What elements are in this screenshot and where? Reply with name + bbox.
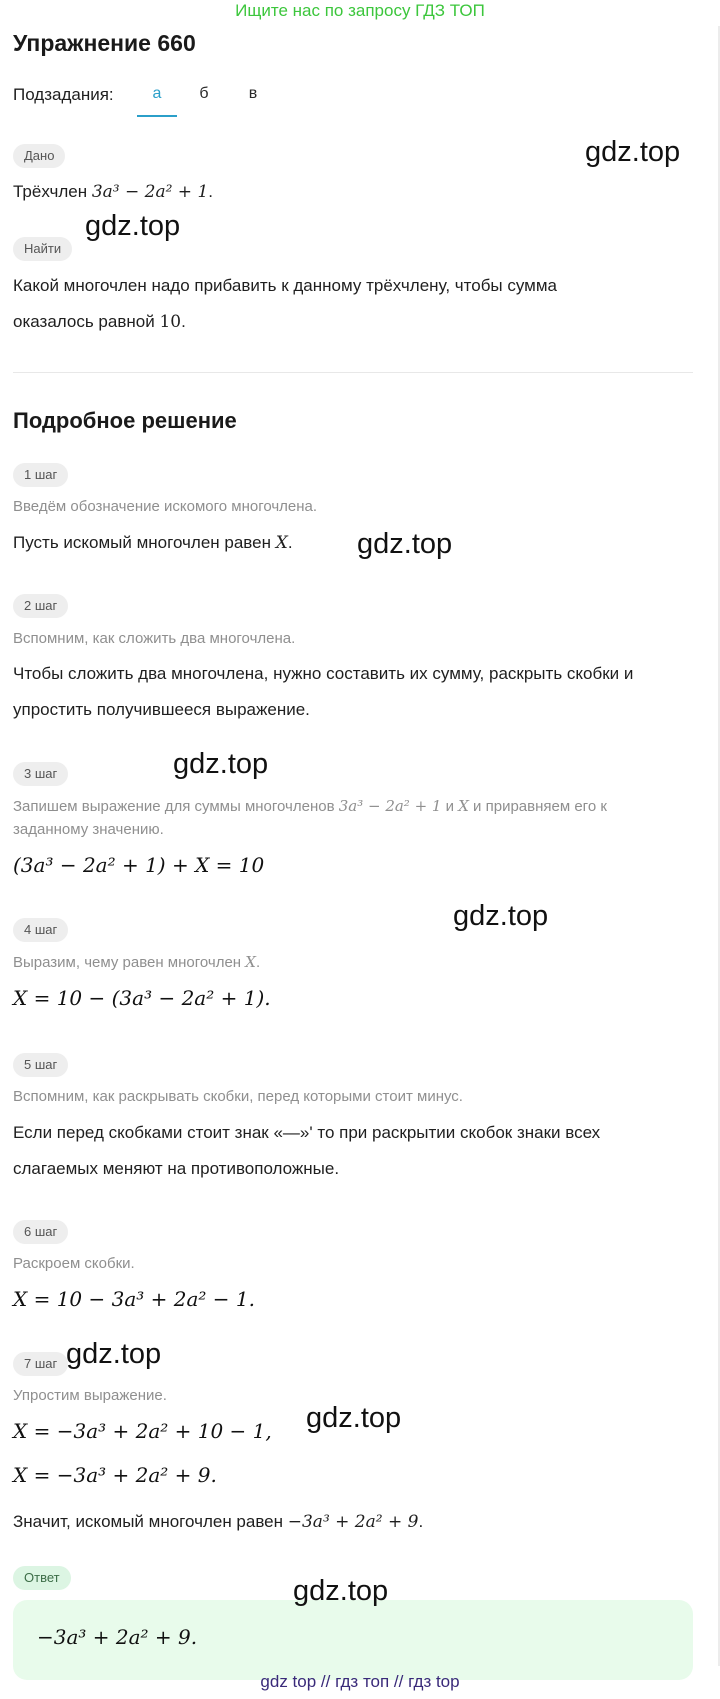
conclusion-expr: −3a³ + 2a² + 9 <box>287 1512 419 1532</box>
tab-subtask-v[interactable]: в <box>248 85 258 102</box>
step-2-text-line2: упростить получившееся выражение. <box>13 700 310 719</box>
conclusion-prefix: Значит, искомый многочлен равен <box>13 1512 288 1531</box>
step-3-hint-suffix: и приравняем его к <box>468 798 607 815</box>
step-3-chip: 3 шаг <box>13 762 68 786</box>
answer-expr: −3a³ + 2a² + 9. <box>37 1625 198 1649</box>
step-7-math-1: X = −3a³ + 2a² + 10 − 1, <box>13 1419 272 1443</box>
step-4-chip: 4 шаг <box>13 918 68 942</box>
step-7-hint: Упростим выражение. <box>13 1387 167 1404</box>
step-7-chip: 7 шаг <box>13 1352 68 1376</box>
answer-chip: Ответ <box>13 1566 71 1590</box>
given-chip: Дано <box>13 144 65 168</box>
step-1-chip: 1 шаг <box>13 463 68 487</box>
step-4-hint-var: X <box>245 953 256 971</box>
step-1-var: X <box>275 533 288 553</box>
watermark: gdz.top <box>306 1402 402 1434</box>
solution-title: Подробное решение <box>13 408 237 433</box>
step-2-text-line1: Чтобы сложить два многочлена, нужно составить их сумму, раскрыть скобки и <box>13 664 634 683</box>
step-3-hint-expr: 3a³ − 2a² + 1 <box>338 797 442 815</box>
watermark: gdz.top <box>453 900 549 932</box>
step-6-hint: Раскроем скобки. <box>13 1255 135 1272</box>
watermark: gdz.top <box>66 1338 162 1370</box>
step-3-hint-var: X <box>458 797 469 815</box>
watermark: gdz.top <box>357 528 453 560</box>
watermark: gdz.top <box>585 136 681 168</box>
step-6-math: X = 10 − 3a³ + 2a² − 1. <box>13 1287 255 1311</box>
section-divider <box>13 372 693 373</box>
step-3-hint-line1 <box>13 795 693 818</box>
given-text <box>13 174 693 210</box>
step-1-prefix: Пусть искомый многочлен равен <box>13 533 276 552</box>
step-6-chip: 6 шаг <box>13 1220 68 1244</box>
step-1-hint: Введём обозначение искомого многочлена. <box>13 498 318 515</box>
step-1-suffix: . <box>287 533 293 552</box>
given-suffix: . <box>208 182 213 201</box>
step-7-conclusion <box>13 1504 693 1540</box>
find-line2-prefix: оказалось равной <box>13 312 160 331</box>
page-title: Упражнение 660 <box>13 30 196 56</box>
step-4-hint <box>13 951 693 974</box>
find-chip: Найти <box>13 237 72 261</box>
step-5-text-line1: Если перед скобками стоит знак «—»' то при раскрытии скобок знаки всех <box>13 1123 601 1142</box>
step-4-hint-suffix: . <box>255 954 261 971</box>
step-5-text-line2: слагаемых меняют на противоположные. <box>13 1159 340 1178</box>
step-3-hint-line2: заданному значению. <box>13 821 164 838</box>
watermark: gdz.top <box>293 1575 389 1607</box>
step-1-text <box>13 525 693 561</box>
step-4-hint-prefix: Выразим, чему равен многочлен <box>13 954 246 971</box>
step-5-hint: Вспомним, как раскрывать скобки, перед которыми стоит минус. <box>13 1088 463 1105</box>
watermark: gdz.top <box>85 210 181 242</box>
find-value: 10 <box>159 312 182 332</box>
find-line2-suffix: . <box>181 312 186 331</box>
step-4-math: X = 10 − (3a³ − 2a² + 1). <box>13 986 271 1010</box>
step-5-chip: 5 шаг <box>13 1053 68 1077</box>
watermark: gdz.top <box>173 748 269 780</box>
step-3-hint-mid: и <box>441 798 459 815</box>
tab-subtask-a[interactable]: а <box>137 85 177 117</box>
top-banner: Ищите нас по запросу ГДЗ ТОП <box>235 1 485 20</box>
given-prefix: Трёхчлен <box>13 182 92 201</box>
step-3-hint-prefix: Запишем выражение для суммы многочленов <box>13 798 339 815</box>
tab-subtask-b[interactable]: б <box>199 85 209 102</box>
step-7-math-2: X = −3a³ + 2a² + 9. <box>13 1463 217 1487</box>
step-3-math: (3a³ − 2a² + 1) + X = 10 <box>13 853 265 877</box>
step-2-chip: 2 шаг <box>13 594 68 618</box>
footer-links[interactable]: gdz top // гдз топ // гдз top <box>260 1672 460 1691</box>
conclusion-suffix: . <box>418 1512 424 1531</box>
find-text-line2 <box>13 304 693 340</box>
given-expr: 3a³ − 2a² + 1 <box>91 182 209 202</box>
subtasks-label: Подзадания: <box>13 85 114 104</box>
step-2-hint: Вспомним, как сложить два многочлена. <box>13 630 296 647</box>
find-text-line1: Какой многочлен надо прибавить к данному трёхчлену, чтобы сумма <box>13 276 558 295</box>
